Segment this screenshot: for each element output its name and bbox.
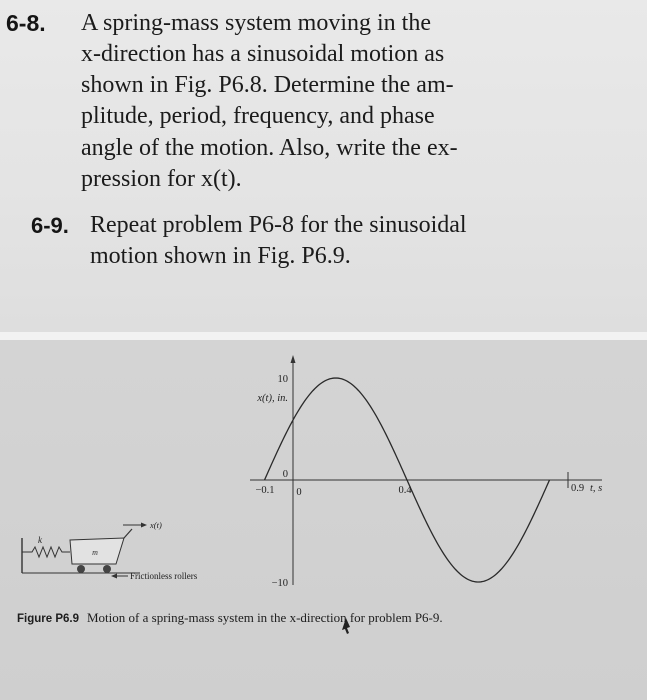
problem-6-8-line-3: shown in Fig. P6.8. Determine the am-: [81, 72, 454, 98]
problem-6-8-line-4: plitude, period, frequency, and phase: [81, 103, 435, 129]
rollers-pointer-head: [111, 574, 117, 579]
roller-right: [103, 565, 111, 573]
problem-6-8-line-5: angle of the motion. Also, write the ex-: [81, 135, 458, 161]
x-tick-end: 0.9: [571, 483, 585, 494]
spring-label: k: [38, 535, 42, 545]
x-tick-mid: 0.4: [398, 485, 412, 496]
problem-6-8-number: 6-8.: [6, 10, 46, 36]
figure-p6-9: [0, 340, 647, 700]
spring: [22, 547, 70, 557]
figure-caption: [17, 610, 443, 626]
roller-left: [77, 565, 85, 573]
problem-6-9-line-1: Repeat problem P6-8 for the sinusoidal: [90, 212, 467, 238]
x-axis-label: t, s: [590, 483, 603, 494]
rollers-label: Frictionless rollers: [130, 571, 198, 581]
x-tick-zero: 0: [296, 487, 302, 498]
figure-caption-text: Motion of a spring-mass system in the x-direction for problem P6-9.: [87, 610, 443, 625]
spring-mass-schematic: [22, 520, 198, 581]
y-axis-arrow: [291, 355, 296, 363]
displacement-label: x(t): [150, 520, 162, 530]
y-tick-top: 10: [277, 374, 288, 385]
y-tick-zero: 0: [282, 469, 288, 480]
mass-label: m: [92, 548, 98, 557]
y-axis-label: x(t), in.: [257, 393, 288, 404]
x-tick-neg: −0.1: [255, 485, 275, 496]
problem-6-9-number: 6-9.: [31, 213, 69, 238]
figure-caption-label: Figure P6.9: [17, 613, 79, 625]
problem-6-8-line-6: pression for x(t).: [81, 166, 242, 192]
y-tick-bottom: −10: [271, 578, 288, 589]
problem-6-8-line-2: x-direction has a sinusoidal motion as: [81, 41, 445, 67]
displacement-arrow-head: [141, 523, 147, 528]
photo-divider: [0, 332, 647, 340]
cart-handle: [124, 529, 132, 538]
problem-6-9-line-2: motion shown in Fig. P6.9.: [90, 243, 351, 269]
problem-6-8-line-1: A spring-mass system moving in the: [81, 10, 431, 36]
